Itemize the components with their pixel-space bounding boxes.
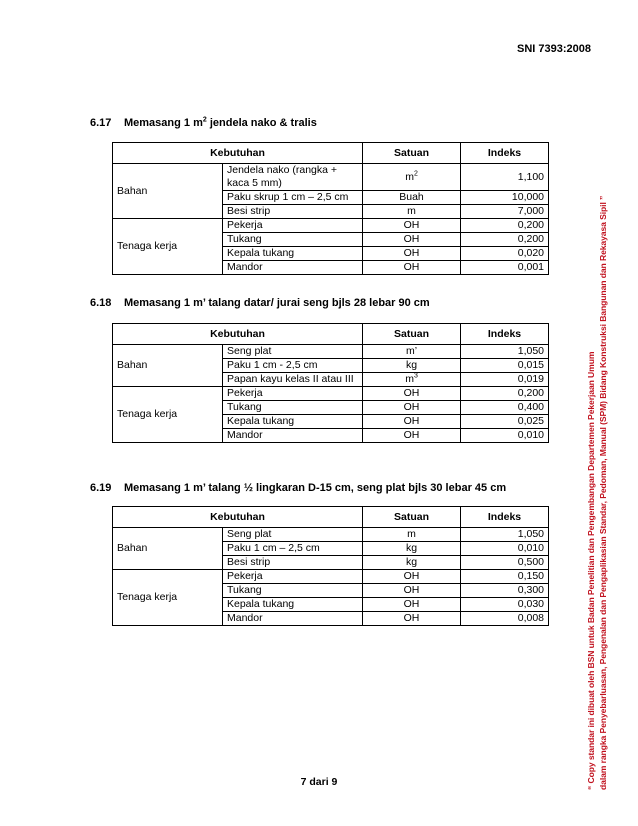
index-cell: 0,010 xyxy=(461,429,549,443)
unit-cell: kg xyxy=(363,556,461,570)
item-cell: Mandor xyxy=(223,612,363,626)
unit-cell: OH xyxy=(363,415,461,429)
section-title-text: Memasang 1 m’ talang datar/ jurai seng bjls 28 lebar 90 cm xyxy=(124,297,430,309)
superscript: 2 xyxy=(202,116,207,124)
item-cell: Jendela nako (rangka + kaca 5 mm) xyxy=(223,164,363,191)
item-cell: Kepala tukang xyxy=(223,415,363,429)
unit-cell: OH xyxy=(363,429,461,443)
section-number: 6.18 xyxy=(90,297,112,309)
header-satuan: Satuan xyxy=(363,143,461,164)
unit-cell: OH xyxy=(363,598,461,612)
index-cell: 0,150 xyxy=(461,570,549,584)
index-cell: 0,001 xyxy=(461,261,549,275)
page-number: 7 dari 9 xyxy=(300,776,338,788)
header-satuan: Satuan xyxy=(363,324,461,345)
unit-cell: $m^2$ xyxy=(363,164,461,191)
index-cell: 0,020 xyxy=(461,247,549,261)
item-cell: Pekerja xyxy=(223,570,363,584)
unit-cell: OH xyxy=(363,233,461,247)
index-cell: 1,050 xyxy=(461,528,549,542)
unit-cell: kg xyxy=(363,542,461,556)
section-title-6-19 xyxy=(90,482,506,494)
watermark-line-2: dalam rangka Penyebarluasan, Pengenalan dan Pengaplikasian Standar, Pedoman, Manual (SPM) Bidang Konstruksi Bangunan dan Rekayasa Sipil ” xyxy=(598,195,608,790)
item-cell: Paku 1 cm - 2,5 cm xyxy=(223,359,363,373)
item-cell: Pekerja xyxy=(223,387,363,401)
index-cell: 10,000 xyxy=(461,191,549,205)
item-cell: Seng plat xyxy=(223,528,363,542)
group-tenaga-kerja: Tenaga kerja xyxy=(113,387,223,443)
item-cell: Paku skrup 1 cm – 2,5 cm xyxy=(223,191,363,205)
index-cell: 1,100 xyxy=(461,164,549,191)
item-cell: Pekerja xyxy=(223,219,363,233)
table-row xyxy=(113,219,549,233)
unit-cell: m xyxy=(363,205,461,219)
index-cell: 0,200 xyxy=(461,387,549,401)
unit-cell: kg xyxy=(363,359,461,373)
unit-cell: OH xyxy=(363,570,461,584)
index-cell: 0,200 xyxy=(461,233,549,247)
item-cell: Tukang xyxy=(223,233,363,247)
header-indeks: Indeks xyxy=(461,324,549,345)
item-cell: Kepala tukang xyxy=(223,598,363,612)
group-bahan: Bahan xyxy=(113,345,223,387)
header-indeks: Indeks xyxy=(461,507,549,528)
section-title-text: Memasang 1 m’ talang ½ lingkaran D-15 cm, seng plat bjls 30 lebar 45 cm xyxy=(124,482,507,494)
index-cell: 0,008 xyxy=(461,612,549,626)
unit-cell: OH xyxy=(363,261,461,275)
index-table-6-19 xyxy=(112,506,549,626)
copyright-watermark xyxy=(585,150,609,790)
group-tenaga-kerja: Tenaga kerja xyxy=(113,219,223,275)
item-cell: Mandor xyxy=(223,261,363,275)
unit-cell: OH xyxy=(363,219,461,233)
table-row xyxy=(113,570,549,584)
unit-cell: OH xyxy=(363,584,461,598)
watermark-line-1: “ Copy standar ini dibuat oleh BSN untuk Badan Penelitian dan Pengembangan Departemen Pekerjaan Umum xyxy=(586,351,596,790)
index-cell: 0,015 xyxy=(461,359,549,373)
index-cell: 0,025 xyxy=(461,415,549,429)
index-cell: 7,000 xyxy=(461,205,549,219)
section-title-text: Memasang 1 m xyxy=(124,117,203,129)
index-cell: 0,200 xyxy=(461,219,549,233)
unit-cell: OH xyxy=(363,387,461,401)
table-row xyxy=(113,528,549,542)
group-bahan: Bahan xyxy=(113,528,223,570)
group-bahan: Bahan xyxy=(113,164,223,219)
unit-cell: $m^3$ xyxy=(363,373,461,387)
item-cell: Paku 1 cm – 2,5 cm xyxy=(223,542,363,556)
header-kebutuhan: Kebutuhan xyxy=(113,143,363,164)
index-cell: 1,050 xyxy=(461,345,549,359)
item-cell: Kepala tukang xyxy=(223,247,363,261)
section-title-6-18 xyxy=(90,297,430,309)
header-kebutuhan: Kebutuhan xyxy=(113,507,363,528)
header-indeks: Indeks xyxy=(461,143,549,164)
index-cell: 0,500 xyxy=(461,556,549,570)
index-cell: 0,300 xyxy=(461,584,549,598)
item-cell: Besi strip xyxy=(223,205,363,219)
section-title-6-17 xyxy=(90,117,317,129)
standard-code: SNI 7393:2008 xyxy=(517,43,591,55)
table-row xyxy=(113,164,549,191)
item-cell: Tukang xyxy=(223,401,363,415)
index-table-6-17 xyxy=(112,142,549,275)
unit-cell: OH xyxy=(363,612,461,626)
index-table-6-18 xyxy=(112,323,549,443)
item-cell: Seng plat xyxy=(223,345,363,359)
unit-cell: m xyxy=(363,528,461,542)
index-cell: 0,010 xyxy=(461,542,549,556)
item-cell: Mandor xyxy=(223,429,363,443)
header-satuan: Satuan xyxy=(363,507,461,528)
section-number: 6.17 xyxy=(90,117,112,129)
unit-cell: OH xyxy=(363,247,461,261)
unit-cell: m’ xyxy=(363,345,461,359)
table-row xyxy=(113,387,549,401)
item-cell: Tukang xyxy=(223,584,363,598)
section-title-text-rest: jendela nako & tralis xyxy=(206,117,317,129)
table-row xyxy=(113,345,549,359)
unit-cell: OH xyxy=(363,401,461,415)
item-cell: Besi strip xyxy=(223,556,363,570)
index-cell: 0,030 xyxy=(461,598,549,612)
section-number: 6.19 xyxy=(90,482,112,494)
index-cell: 0,400 xyxy=(461,401,549,415)
header-kebutuhan: Kebutuhan xyxy=(113,324,363,345)
index-cell: 0,019 xyxy=(461,373,549,387)
group-tenaga-kerja: Tenaga kerja xyxy=(113,570,223,626)
item-cell: Papan kayu kelas II atau III xyxy=(223,373,363,387)
unit-cell: Buah xyxy=(363,191,461,205)
